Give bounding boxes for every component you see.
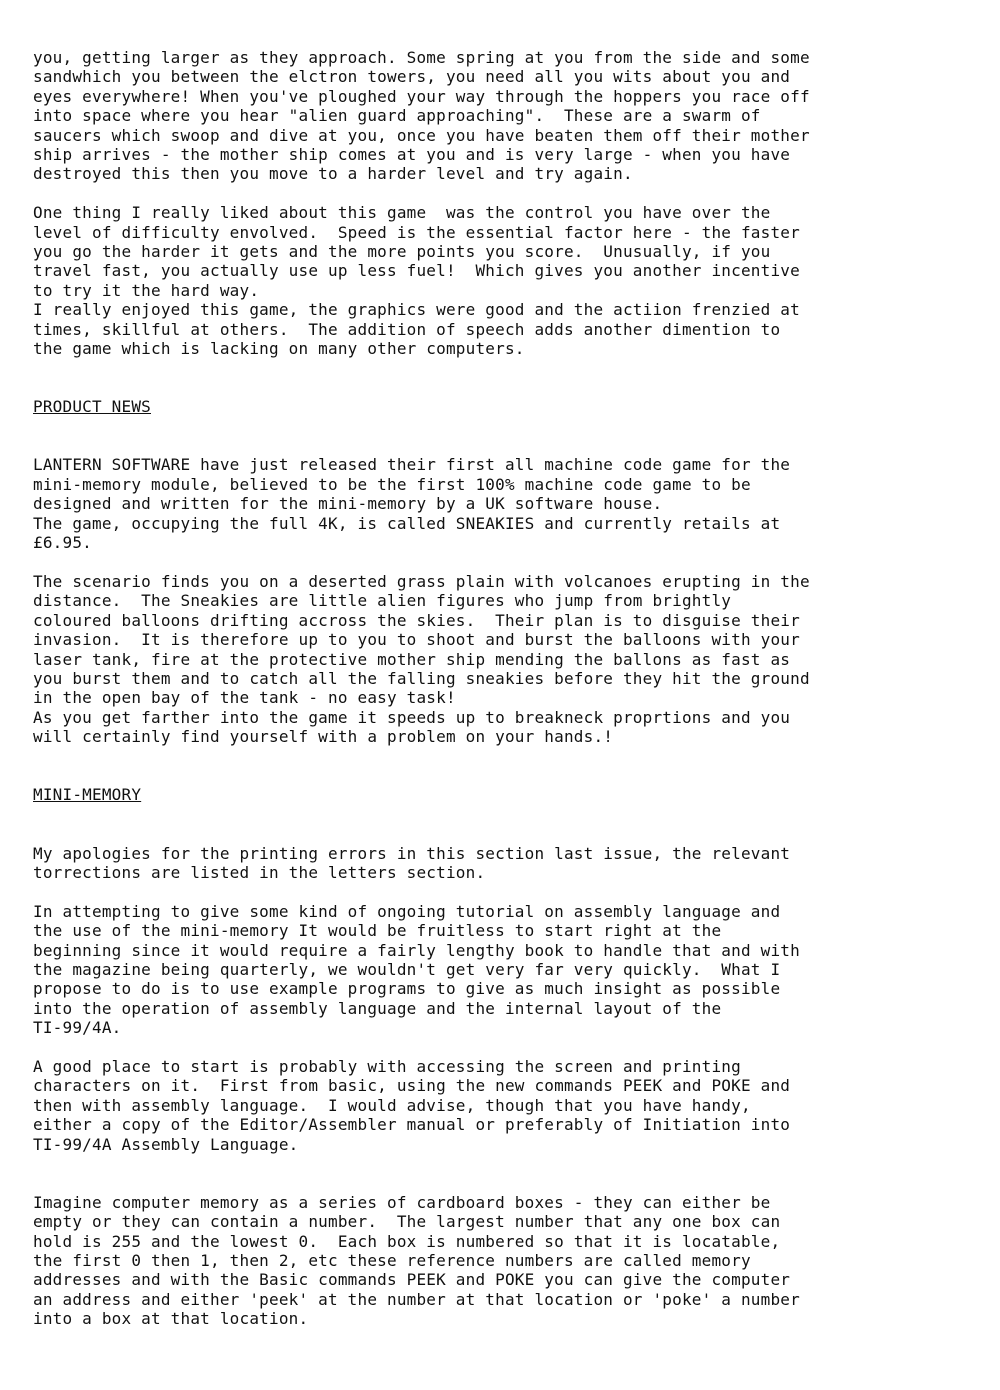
spacer [33,358,973,377]
spacer [33,1154,973,1173]
spacer [33,436,973,455]
document-page [33,48,973,1329]
mini-memory-paragraph-2: In attempting to give some kind of ongoing tutorial on assembly language and the use of the mini-memory It would be fruitless to start right at the beginning since it would require a fairly lengthy book to handle that and with the magazine being quarterly, we wouldn't get very far very quickly. What I propose to do is to use example programs to give as much insight as possible into the operation of assembly language and the internal layout of the TI-99/4A. [33,901,800,1038]
mini-memory-paragraph-1: My apologies for the printing errors in this section last issue, the relevant torrections are listed in the letters section. [33,843,791,882]
spacer [33,1038,973,1057]
spacer [33,417,973,436]
mini-memory-paragraph-3: A good place to start is probably with accessing the screen and printing characters on it. First from basic, using the new commands PEEK and POKE and then with assembly language. I would advise, though that you have handy, either a copy of the Editor/Assembler manual or preferably of Initiation into TI-99/4A Assembly Language. [33,1056,791,1154]
spacer [33,1173,973,1192]
spacer [33,805,973,824]
spacer [33,882,973,901]
spacer [33,552,973,571]
product-news-paragraph-1: LANTERN SOFTWARE have just released their first all machine code game for the mini-memory module, believed to be the first 100% machine code game to be designed and written for the mini-memory by a UK software house. The game, occupying the full 4K, is called SNEAKIES and currently retails at £6.95. [33,455,791,553]
mini-memory-heading: MINI-MEMORY [33,785,142,805]
product-news-heading: PRODUCT NEWS [33,397,151,417]
review-paragraph-1: you, getting larger as they approach. Some spring at you from the side and some sandwhich you between the elctron towers, you need all you wits about you and eyes everywhere! When you've ploughed your way through the hoppers you race off into space where you hear "alien guard approaching". These are a swarm of saucers which swoop and dive at you, once you have beaten them off their mother ship arrives - the mother ship comes at you and is very large - when you have destroyed this then you move to a harder level and try again. [33,48,810,184]
spacer [33,184,973,203]
product-news-paragraph-2: The scenario finds you on a deserted grass plain with volcanoes erupting in the distance. The Sneakies are little alien figures who jump from brightly coloured balloons drifting accross the skies. Their plan is to disguise their invasion. It is therefore up to you to shoot and burst the balloons with your laser tank, fire at the protective mother ship mending the ballons as fast as you burst them and to catch all the falling sneakies before they hit the ground in the open bay of the tank - no easy task! As you get farther into the game it speeds up to breakneck proprtions and you will certainly find yourself with a problem on your hands.! [33,571,810,747]
spacer [33,747,973,766]
spacer [33,824,973,843]
spacer [33,378,973,397]
mini-memory-paragraph-4: Imagine computer memory as a series of cardboard boxes - they can either be empty or they can contain a number. The largest number that any one box can hold is 255 and the lowest 0. Each box is numbered so that it is locatable, the first 0 then 1, then 2, etc these reference numbers are called memory addresses and with the Basic commands PEEK and POKE you can give the computer an address and either 'peek' at the number at that location or 'poke' a number into a box at that location. [33,1192,800,1329]
spacer [33,766,973,785]
review-paragraph-2: One thing I really liked about this game was the control you have over the level of difficulty envolved. Speed is the essential factor here - the faster you go the harder it gets and the more points you score. Unusually, if you travel fast, you actually use up less fuel! Which gives you another incentive to try it the hard way. I really enjoyed this game, the graphics were good and the actiion frenzied at times, skillful at others. The addition of speech adds another dimention to the game which is lacking on many other computers. [33,203,800,359]
